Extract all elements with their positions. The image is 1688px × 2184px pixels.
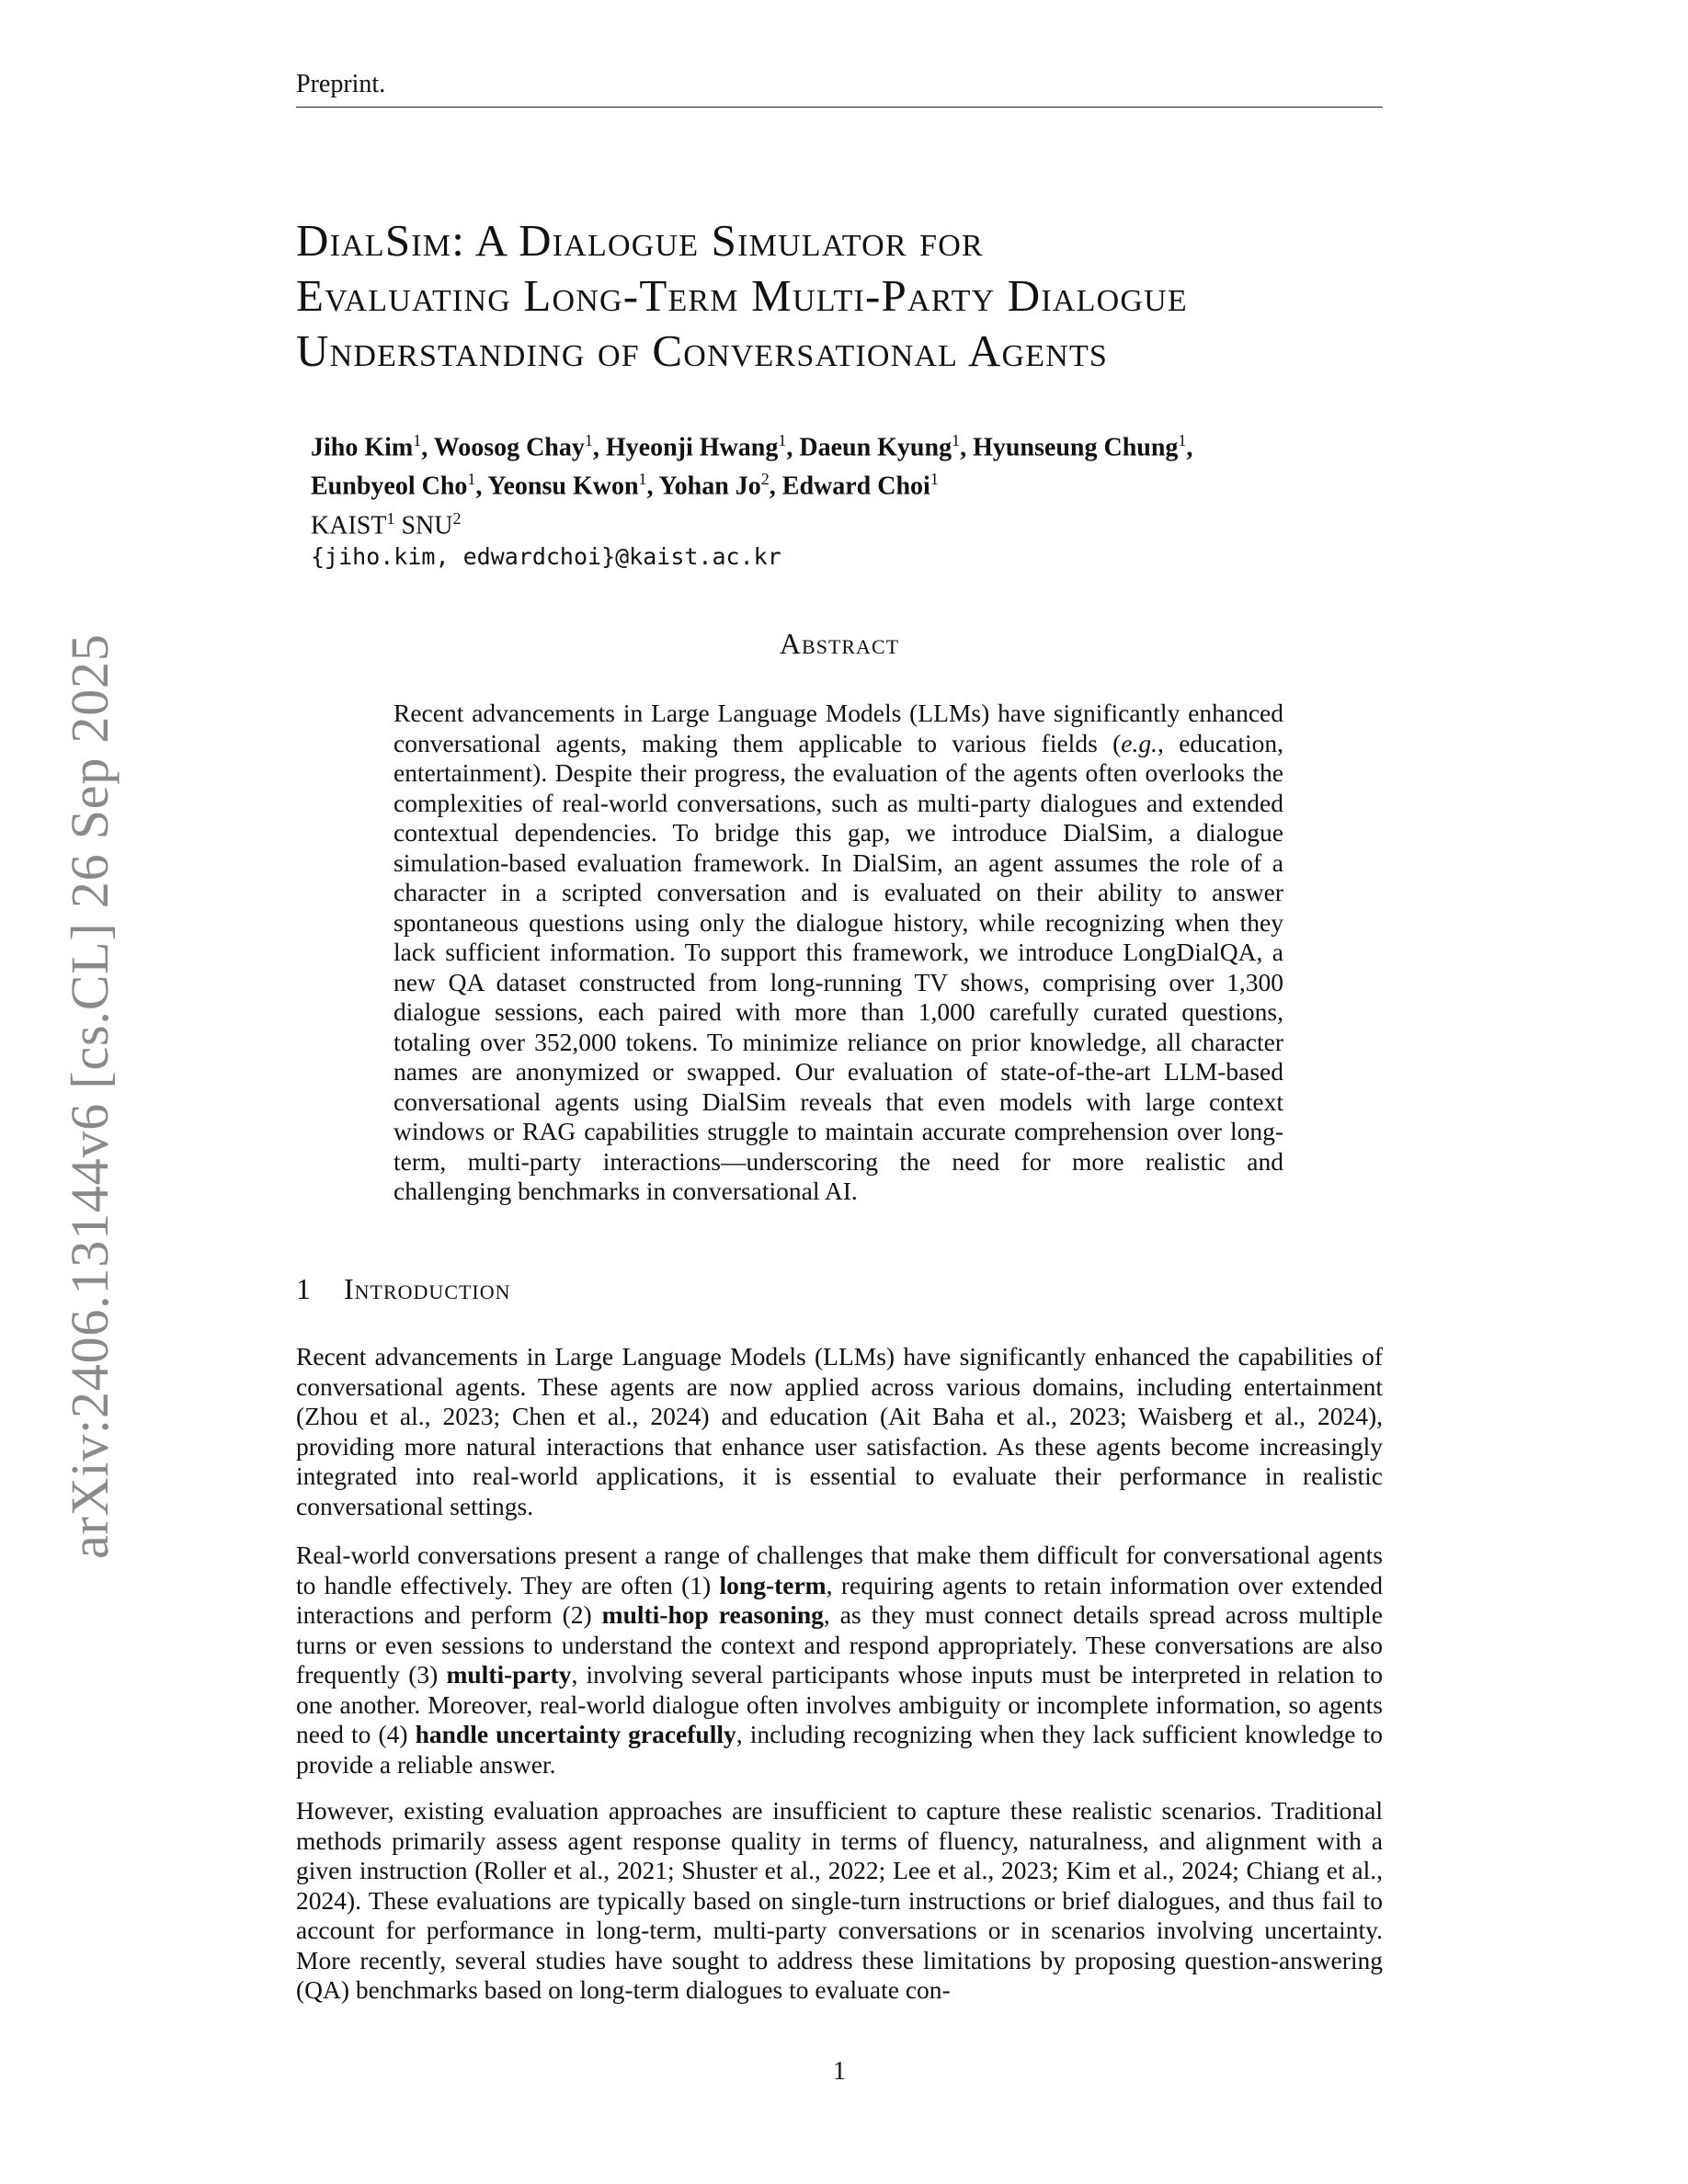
intro-paragraph-1: Recent advancements in Large Language Models (LLMs) have significantly enhanced the capabilities of conversational agents. These agents are now applied across various domains, including entertainment (Zhou et al., 2023; Chen et al., 2024) and education (Ait Baha et al., 2023; Waisberg et al., 2024), providing more natural interactions that enhance user satisfaction. As these agents become increasingly integrated into real-world applications, it is essential to evaluate their performance in realistic conversational settings. [296, 1342, 1383, 1520]
author-affil-sup: 1 [638, 470, 647, 489]
affiliation: KAIST [311, 510, 387, 540]
author: Hyeonji Hwang [605, 433, 779, 462]
contact-email: {jiho.kim, edwardchoi}@kaist.ac.kr [311, 542, 781, 570]
affiliations [311, 503, 1377, 541]
section-heading-introduction [296, 1272, 1383, 1306]
abstract-body: Recent advancements in Large Language Models (LLMs) have significantly enhanced conversational agents, making them applicable to various fields (e.g., education, entertainment). Despite their progress, the evaluation of the agents often overlooks the complexities of real-world conversations, such as multi-party dialogues and extended contextual dependencies. To bridge this gap, we introduce DialSim, a dialogue simulation-based evaluation framework. In DialSim, an agent assumes the role of a character in a scripted conversation and is evaluated on their ability to answer spontaneous questions using only the dialogue history, while recognizing when they lack sufficient information. To support this framework, we introduce LongDialQA, a new QA dataset constructed from long-running TV shows, comprising over 1,300 dialogue sessions, each paired with more than 1,000 carefully curated questions, totaling over 352,000 tokens. To minimize reliance on prior knowledge, all character names are anonymized or swapped. Our evaluation of state-of-the-art LLM-based conversational agents using DialSim reveals that even models with large context windows or RAG capabilities struggle to maintain accurate comprehension over long-term, multi-party interactions—underscoring the need for more realistic and challenging benchmarks in conversational AI. [393, 699, 1283, 1205]
intro-paragraph-2: Real-world conversations present a range of challenges that make them difficult for conversational agents to handle effectively. They are often (1) long-term, requiring agents to retain information over extended interactions and perform (2) multi-hop reasoning, as they must connect details spread across multiple turns or even sessions to understand the context and respond appropriately. These conversations are also frequently (3) multi-party, involving several participants whose inputs must be interpreted in relation to one another. Moreover, real-world dialogue often involves ambiguity or incomplete information, so agents need to (4) handle uncertainty gracefully, including recognizing when they lack sufficient knowledge to provide a reliable answer. [296, 1541, 1384, 1779]
affiliation-sup: 1 [386, 508, 395, 528]
paper-title [296, 213, 1399, 379]
page-number: 1 [833, 2057, 846, 2086]
author-affil-sup: 1 [413, 431, 422, 449]
running-header: Preprint. [296, 70, 1383, 108]
abstract-heading: Abstract [779, 627, 900, 660]
author: Eunbyeol Cho [311, 472, 468, 501]
author: Edward Choi [781, 472, 930, 501]
author-affil-sup: 1 [778, 431, 787, 449]
author-affil-sup: 1 [584, 431, 593, 449]
title-line-3: Understanding of Conversational Agents [296, 325, 1109, 376]
title-line-1: DialSim: A Dialogue Simulator for [296, 215, 984, 266]
author-names: Jiho Kim$^1$, Woosog Chay$^1$, Hyeonji Hwang$^1$, Daeun Kyung$^1$, Hyunseung Chung$^1$, Eunbyeol Cho$^1$, Yeonsu Kwon$^1$, Yohan Jo$^2$, Edward Choi$^1$ [311, 431, 1193, 501]
affiliation: SNU [401, 510, 453, 540]
intro-paragraph-3: However, existing evaluation approaches are insufficient to capture these realistic scenarios. Traditional methods primarily assess agent response quality in terms of fluency, naturalness, and alignment with a given instruction (Roller et al., 2021; Shuster et al., 2022; Lee et al., 2023; Kim et al., 2024; Chiang et al., 2024). These evaluations are typically based on single-turn instructions or brief dialogues, and thus fail to account for performance in long-term, multi-party conversations or in scenarios involving uncertainty. More recently, several studies have sought to address these limitations by proposing question-answering (QA) benchmarks based on long-term dialogues to evaluate con- [296, 1796, 1383, 2004]
author-affil-sup: 2 [760, 470, 770, 489]
author-affil-sup: 1 [952, 431, 961, 449]
author: Yohan Jo [658, 472, 761, 501]
author-affil-sup: 1 [467, 470, 476, 489]
section-number: 1 [296, 1272, 312, 1305]
title-line-2: Evaluating Long-Term Multi-Party Dialogue [296, 270, 1188, 321]
author-affil-sup: 1 [930, 470, 939, 489]
affiliation-sup: 2 [452, 508, 462, 528]
arxiv-sidebar-stamp: arXiv:2406.13144v6 [cs.CL] 26 Sep 2025 [60, 633, 120, 1559]
author: Woosog Chay [433, 433, 585, 462]
author: Jiho Kim [311, 433, 414, 462]
author: Daeun Kyung [799, 433, 952, 462]
author: Yeonsu Kwon [487, 472, 639, 501]
author: Hyunseung Chung [973, 433, 1179, 462]
author-affil-sup: 1 [1178, 431, 1187, 449]
section-title: Introduction [344, 1272, 511, 1305]
author-block [311, 425, 1377, 573]
